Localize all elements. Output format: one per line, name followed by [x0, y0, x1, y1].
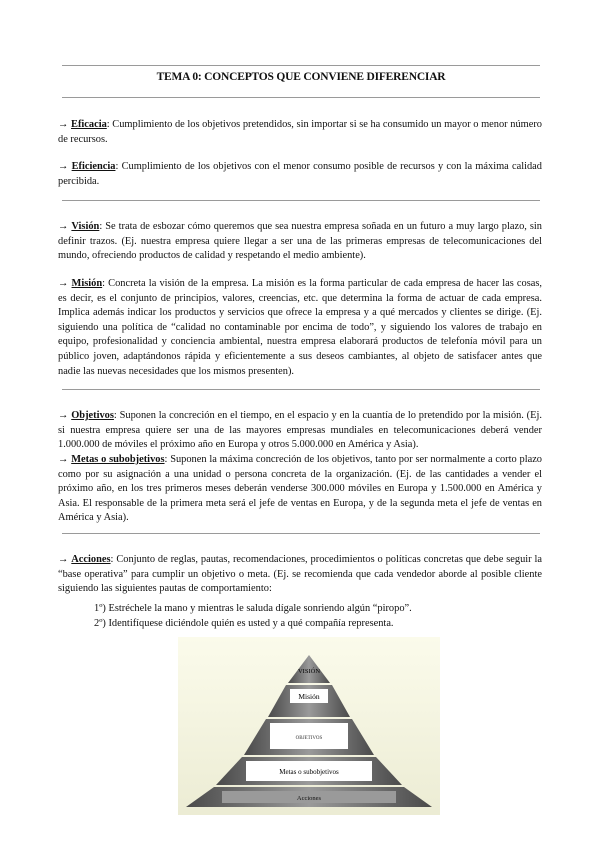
arrow-icon: → — [58, 454, 69, 465]
vision-term: Visión — [71, 221, 100, 232]
arrow-icon: → — [58, 278, 69, 289]
objetivos-paragraph — [58, 409, 542, 453]
list-item-2: 2º) Identifíquese diciéndole quién es usted y a qué compañía representa. — [94, 618, 394, 629]
top-rule — [62, 65, 540, 66]
pyramid-diagram — [178, 637, 440, 815]
acciones-paragraph — [58, 553, 542, 597]
eficiencia-term: Eficiencia — [71, 161, 116, 172]
label-mision: Misión — [298, 692, 320, 701]
arrow-icon: → — [58, 410, 69, 421]
label-acciones: Acciones — [296, 795, 322, 802]
acciones-term: Acciones — [71, 554, 111, 565]
mision-paragraph — [58, 277, 542, 379]
label-objetivos: OBJETIVOS — [295, 736, 323, 741]
eficacia-paragraph — [58, 118, 542, 147]
title-rule — [62, 97, 540, 98]
arrow-icon: → — [58, 554, 69, 565]
eficacia-text: : Cumplimiento de los objetivos pretendidos, sin importar si se ha consumido un mayor o menor número de recursos. — [58, 119, 542, 145]
objetivos-text: : Suponen la concreción en el tiempo, en el espacio y en la cuantía de lo pretendido por la misión. (Ej. si nuestra empresa quiere ser una de las mayores empresas mundiales en telecomunicaciones deberá vender 1.000.000 de móviles el próximo año en Europa y otros 5.000.000 en América y Asia). — [58, 410, 542, 451]
arrow-icon: → — [58, 119, 69, 130]
arrow-icon: → — [58, 161, 69, 172]
vision-paragraph — [58, 220, 542, 264]
section-rule — [62, 389, 540, 390]
mision-text: : Concreta la visión de la empresa. La misión es la forma particular de cada empresa de hacer las cosas, es decir, es el conjunto de principios, valores, creencias, etc. que determina la forma de actuar de cada empresa. Implica además indicar los productos y servicios que ofrece la empresa y a qué mercados y clientes se dirige. (Ej. siguiendo una política de “calidad no contaminable por encima de todo”, y siguiendo los valores de trabajo en equipo, profesionalidad y conciencia ambiental, nuestra empresa elaborará productos de telefonía móvil para un público joven, adaptándonos rápida y eficientemente a sus deseos cambiantes, al objeto de satisfacer antes que nadie las nuevas necesidades que los mismos presenten). — [58, 278, 542, 377]
section-rule — [62, 200, 540, 201]
label-metas: Metas o subobjetivos — [279, 768, 339, 776]
metas-paragraph — [58, 453, 542, 526]
eficiencia-text: : Cumplimiento de los objetivos con el menor consumo posible de recursos y con la máxima calidad percibida. — [58, 161, 542, 187]
metas-text: : Suponen la máxima concreción de los objetivos, tanto por ser normalmente a corto plazo como por su asignación a una unidad o persona concreta de la organización. (Ej. de las cantidades a vender el próximo año, en los tres primeros meses deberán venderse 300.000 móviles en Europa y 1.500.000 en América y Asia. El responsable de la primera meta será el jefe de ventas en Europa, y de la segunda meta el jefe de ventas en América y Asia). — [58, 454, 542, 524]
acciones-text: : Conjunto de reglas, pautas, recomendaciones, procedimientos o políticas concretas que debe seguir la “base operativa” para cumplir un objetivo o meta. (Ej. se recomienda que cada vendedor aborde al posible cliente siguiendo las siguientes pautas de comportamiento: — [58, 554, 543, 595]
arrow-icon: → — [58, 221, 69, 232]
objetivos-term: Objetivos — [71, 410, 114, 421]
vision-text: : Se trata de esbozar cómo queremos que sea nuestra empresa soñada en un futuro a muy largo plazo, sin definir trazos. (Ej. nuestra empresa quiere llegar a ser una de las primeras empresas de telecomunicaciones del mundo, ofreciendo productos de calidad y respetando el medio ambiente). — [58, 221, 542, 262]
mision-term: Misión — [71, 278, 103, 289]
label-vision: VISIÓN — [297, 668, 321, 675]
metas-term: Metas o subobjetivos — [71, 454, 165, 465]
page-title: TEMA 0: CONCEPTOS QUE CONVIENE DIFERENCIAR — [156, 71, 446, 83]
section-rule — [62, 533, 540, 534]
eficiencia-paragraph — [58, 160, 542, 189]
list-item-1: 1º) Estréchele la mano y mientras le saluda dígale sonriendo algún “piropo”. — [94, 603, 412, 614]
eficacia-term: Eficacia — [71, 119, 107, 130]
